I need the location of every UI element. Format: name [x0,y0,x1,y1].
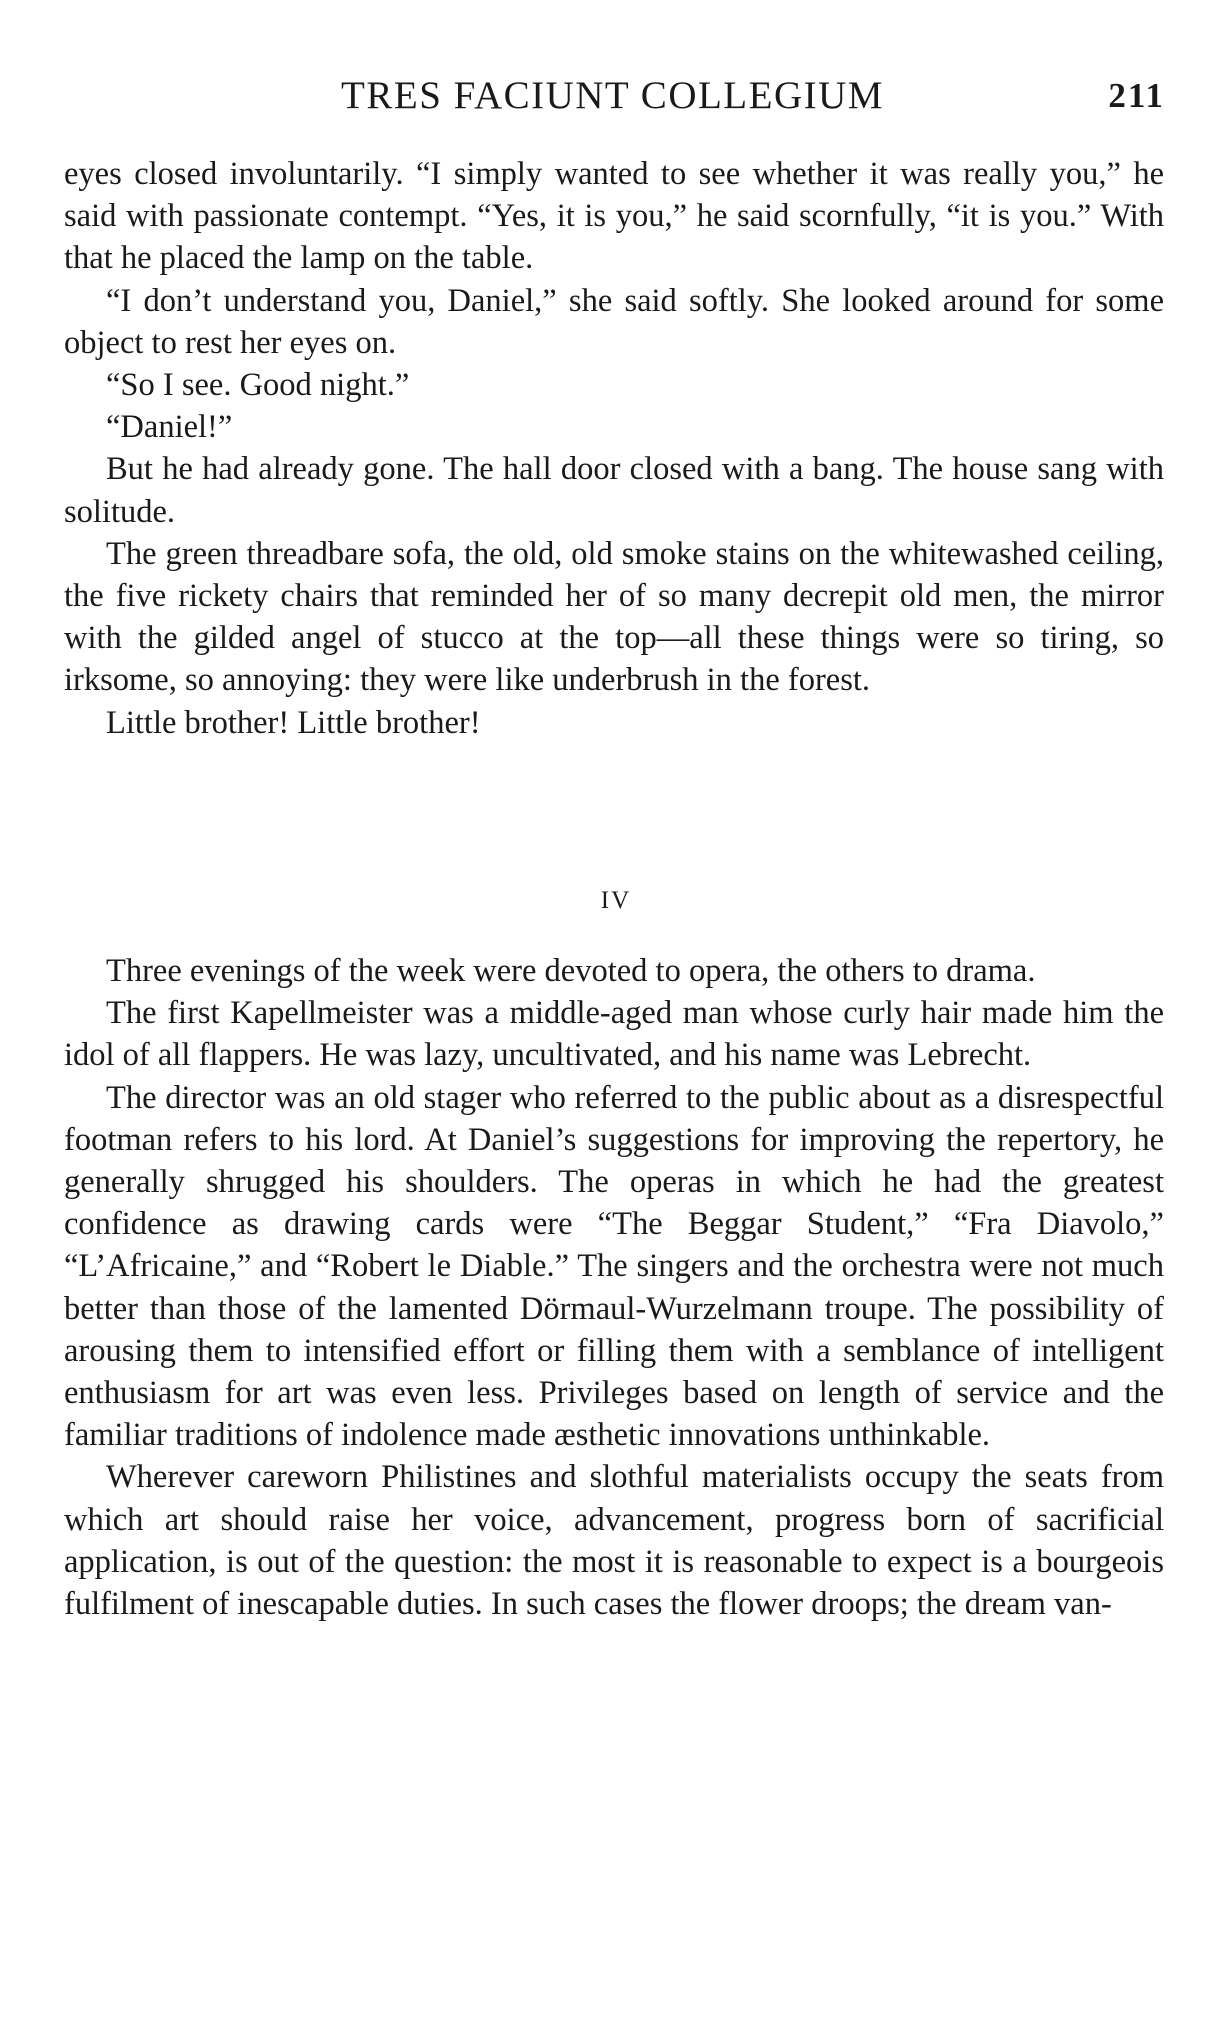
paragraph: “I don’t understand you, Daniel,” she said softly. She looked around for some object to rest her eyes on. [64,282,1164,361]
paragraph: “So I see. Good night.” [106,367,410,404]
paragraph: The first Kapellmeister was a middle-aged man whose curly hair made him the idol of all flappers. He was lazy, uncultivated, and his name was Lebrecht. [64,995,1164,1074]
running-title: TRES FACIUNT COLLEGIUM [341,74,884,117]
paragraph: Three evenings of the week were devoted to opera, the others to drama. [106,953,1036,989]
paragraph: Little brother! Little brother! [106,704,481,741]
page-number: 211 [1108,76,1165,115]
paragraph: “Daniel!” [106,409,233,446]
text-block-after-section [64,950,1164,1625]
text-block-before-section [64,153,1164,744]
paragraph: But he had already gone. The hall door closed with a bang. The house sang with solitude. [64,451,1164,530]
paragraph: The green threadbare sofa, the old, old smoke stains on the whitewashed ceiling, the five rickety chairs that reminded her of so many decrepit old men, the mirror with the gilded angel of stucco at the top—all these things were so tiring, so irksome, so annoying: they were like underbrush in the forest. [64,535,1164,699]
paragraph: The director was an old stager who referred to the public about as a disrespectful footman refers to his lord. At Daniel’s suggestions for improving the repertory, he generally shrugged his shoulders. The operas in which he had the greatest confidence as drawing cards were “The Beggar Student,” “Fra Diavolo,” “L’Africaine,” and “Robert le Diable.” The singers and the orchestra were not much better than those of the lamented Dörmaul-Wurzelmann troupe. The possibility of arousing them to intensified effort or filling them with a semblance of intelligent enthusiasm for art was even less. Privileges based on length of service and the familiar traditions of indolence made æsthetic innovations unthinkable. [64,1079,1164,1454]
section-number: IV [600,887,632,914]
paragraph-continuation: eyes closed involuntarily. “I simply wanted to see whether it was really you,” he said with passionate contempt. “Yes, it is you,” he said scornfully, “it is you.” With that he placed the lamp on the table. [64,156,1164,277]
paragraph: Wherever careworn Philistines and slothful materialists occupy the seats from which art should raise her voice, advancement, progress born of sacrificial application, is out of the question: the most it is reasonable to expect is a bourgeois fulfilment of inescapable duties. In such cases the flower droops; the dream van- [64,1459,1164,1623]
running-head [60,72,1165,120]
